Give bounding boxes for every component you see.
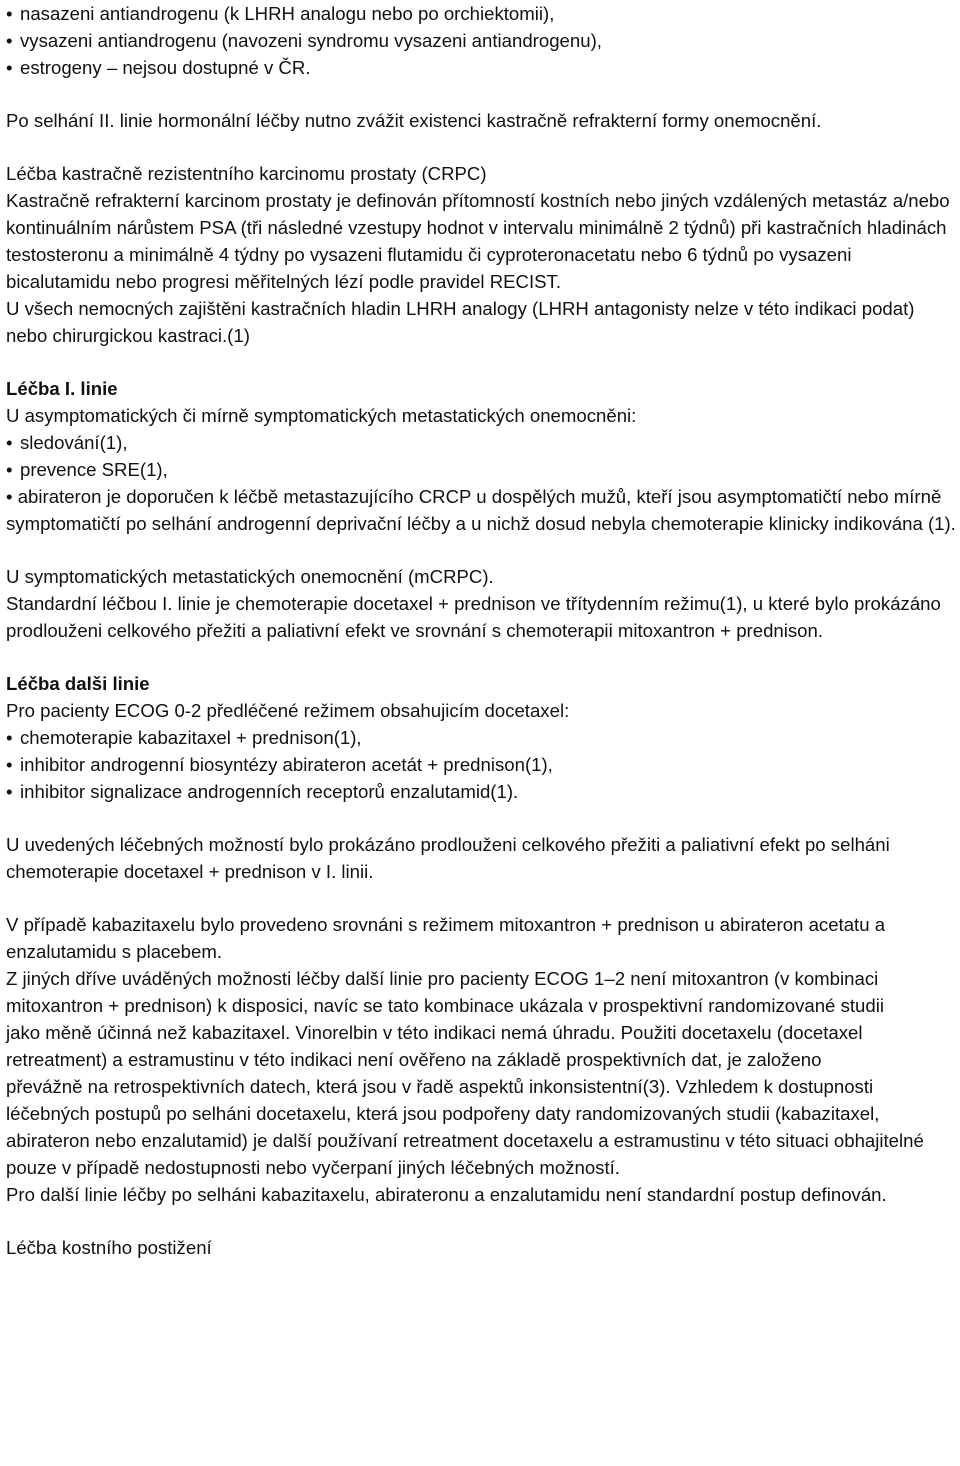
list-item: • sledování(1), <box>6 429 956 456</box>
next-line-retreatment-paragraph: převážně na retrospektivních datech, která jsou v řadě aspektů inkonsistentní(3). Vzhledem k dostupnosti léčebných postupů po selháni docetaxelu, která jsou podpořeny daty randomizovaných studii (kabazitaxel, abirateron nebo enzalutamid) je další používaní retreatment docetaxelu a estramustinu v této situaci obhajitelné pouze v případě nedostupnosti nebo vyčerpaní jiných léčebných možností. <box>6 1076 924 1178</box>
bullet-icon: • <box>6 459 13 480</box>
first-line-heading: Léčba I. linie <box>6 378 118 399</box>
first-line-intro: U asymptomatických či mírně symptomatických metastatických onemocněni: <box>6 405 637 426</box>
first-line-bullet-list <box>6 429 956 483</box>
list-item: • inhibitor androgenní biosyntézy abirateron acetát + prednison(1), <box>6 751 956 778</box>
first-line-abirateron: • abirateron je doporučen k léčbě metastazujícího CRCP u dospělých mužů, kteří jsou asymptomatičtí nebo mírně symptomatičtí po selhání androgenní deprivační léčby a u nichž dosud nebyla chemoterapie klinicky indikována (1). <box>6 486 956 534</box>
crpc-definition-paragraph: Kastračně refrakterní karcinom prostaty je definován přítomností kostních nebo jiných vzdálených metastáz a/nebo kontinuálním nárůstem PSA (tři následné vzestupy hodnot v intervalu minimálně 2 týdnů) při kastračních hladinách testosteronu a minimálně 4 týdny po vysazeni flutamidu či cyproteronacetatu nebo 6 týdnů po vysazeni bicalutamidu nebo progresi měřitelných lézí podle pravidel RECIST. <box>6 190 950 292</box>
bullet-icon: • <box>6 486 13 507</box>
list-item: • inhibitor signalizace androgenních receptorů enzalutamid(1). <box>6 778 956 805</box>
intro-paragraph: Po selhání II. linie hormonální léčby nutno zvážit existenci kastračně refrakterní formy onemocnění. <box>6 110 822 131</box>
next-line-further-paragraph: Pro další linie léčby po selháni kabazitaxelu, abirateronu a enzalutamidu není standardní postup definován. <box>6 1184 887 1205</box>
bullet-icon: • <box>6 30 13 51</box>
crpc-heading: Léčba kastračně rezistentního karcinomu prostaty (CRPC) <box>6 163 487 184</box>
bullet-icon: • <box>6 781 13 802</box>
next-line-other-options-paragraph: Z jiných dříve uváděných možnosti léčby další linie pro pacienty ECOG 1–2 není mitoxantron (v kombinaci mitoxantron + prednison) k disposici, navíc se tato kombinace ukázala v prospektivní randomizované studii <box>6 968 884 1016</box>
next-line-survival-paragraph: U uvedených léčebných možností bylo prokázáno prodlouženi celkového přežiti a paliativní efekt po selháni chemoterapie docetaxel + prednison v I. linii. <box>6 834 890 882</box>
bullet-icon: • <box>6 727 13 748</box>
bullet-icon: • <box>6 57 13 78</box>
bullet-icon: • <box>6 3 13 24</box>
list-item: • prevence SRE(1), <box>6 456 956 483</box>
list-item: • nasazeni antiandrogenu (k LHRH analogu nebo po orchiektomii), <box>6 0 956 27</box>
list-item: • estrogeny – nejsou dostupné v ČR. <box>6 54 956 81</box>
symptomatic-paragraph: U symptomatických metastatických onemocnění (mCRPC). <box>6 566 494 587</box>
standard-treatment-paragraph: Standardní léčbou I. linie je chemoterapie docetaxel + prednison ve třítydenním režimu(1), u které bylo prokázáno prodlouženi celkového přežiti a paliativní efekt ve srovnání s chemoterapii mitoxantron + prednison. <box>6 593 941 641</box>
bullet-icon: • <box>6 754 13 775</box>
bone-heading: Léčba kostního postižení <box>6 1237 212 1258</box>
next-line-vinorelbin-paragraph: jako měně účinná než kabazitaxel. Vinorelbin v této indikaci nemá úhradu. Použiti docetaxelu (docetaxel retreatment) a estramustinu v této indikaci není ověřeno na základě prospektivních dat, je založeno <box>6 1022 863 1070</box>
intro-bullet-list <box>6 0 956 81</box>
next-line-bullet-list <box>6 724 956 805</box>
next-line-comparison-paragraph: V případě kabazitaxelu bylo provedeno srovnáni s režimem mitoxantron + prednison u abirateron acetatu a enzalutamidu s placebem. <box>6 914 886 962</box>
next-line-intro: Pro pacienty ECOG 0-2 předléčené režimem obsahujicím docetaxel: <box>6 700 570 721</box>
next-line-heading: Léčba dalši linie <box>6 673 150 694</box>
list-item: • vysazeni antiandrogenu (navozeni syndromu vysazeni antiandrogenu), <box>6 27 956 54</box>
list-item: • chemoterapie kabazitaxel + prednison(1), <box>6 724 956 751</box>
bullet-icon: • <box>6 432 13 453</box>
crpc-castration-paragraph: U všech nemocných zajištěni kastračních hladin LHRH analogy (LHRH antagonisty nelze v této indikaci podat) nebo chirurgickou kastraci.(1) <box>6 298 915 346</box>
